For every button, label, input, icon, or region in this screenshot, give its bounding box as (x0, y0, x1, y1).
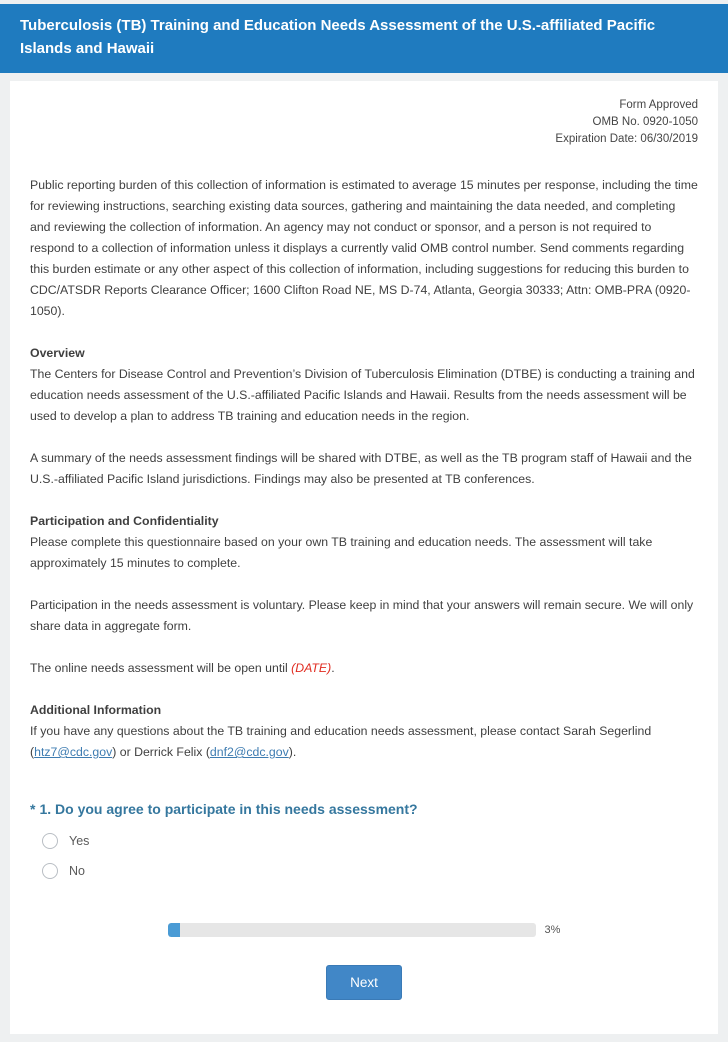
progress-fill (168, 923, 180, 937)
contact-text-mid: ) or Derrick Felix ( (112, 745, 210, 759)
option-label-no: No (69, 864, 85, 878)
additional-info-section (30, 700, 698, 763)
open-until-paragraph (30, 658, 698, 679)
email-link-htz7[interactable]: htz7@cdc.gov (34, 745, 113, 759)
participation-section (30, 511, 698, 574)
form-approved-line2: OMB No. 0920-1050 (592, 116, 698, 128)
next-button[interactable]: Next (326, 965, 402, 1000)
contact-paragraph (30, 721, 698, 763)
radio-option-no[interactable] (42, 863, 698, 879)
navigation-area (30, 965, 698, 1000)
burden-paragraph: Public reporting burden of this collection of information is estimated to average 15 minutes per response, including the time for reviewing instructions, searching existing data sources, gathering and maintaining the data needed, and completing and reviewing the collection of information. An agency may not conduct or sponsor, and a person is not required to respond to a collection of information unless it displays a currently valid OMB control number. Send comments regarding this burden estimate or any other aspect of this collection of information, including suggestions for reducing this burden to CDC/ATSDR Reports Clearance Officer; 1600 Clifton Road NE, MS D-74, Atlanta, Georgia 30333; Attn: OMB-PRA (0920-1050). (30, 178, 698, 318)
option-label-yes: Yes (69, 834, 90, 848)
open-until-text: The online needs assessment will be open until (30, 661, 292, 675)
additional-info-heading: Additional Information (30, 703, 162, 717)
overview-heading: Overview (30, 346, 85, 360)
progress-bar (168, 923, 536, 937)
participation-paragraph-2: Participation in the needs assessment is voluntary. Please keep in mind that your answers will remain secure. We will only share data in aggregate form. (30, 598, 694, 633)
participation-heading: Participation and Confidentiality (30, 514, 219, 528)
question-title: 1. Do you agree to participate in this needs assessment? (39, 801, 418, 817)
open-date-placeholder: (DATE) (291, 661, 332, 675)
form-approved-block (30, 97, 698, 148)
contact-text-suffix: ). (288, 745, 297, 759)
participation-paragraph-1: Please complete this questionnaire based on your own TB training and education needs. The assessment will take approximately 15 minutes to complete. (30, 535, 653, 570)
radio-button-icon[interactable] (42, 833, 58, 849)
progress-row (30, 923, 698, 937)
overview-paragraph-2: A summary of the needs assessment findings will be shared with DTBE, as well as the TB program staff of Hawaii and the U.S.-affiliated Pacific Island jurisdictions. Findings may also be presented at TB conferences. (30, 451, 692, 486)
overview-paragraph-1: The Centers for Disease Control and Prevention’s Division of Tuberculosis Elimination (DTBE) is conducting a training and education needs assessment of the U.S.-affiliated Pacific Islands and Hawaii. Results from the needs assessment will be used to develop a plan to address TB training and education needs in the region. (30, 367, 695, 423)
progress-percent: 3% (544, 924, 561, 936)
required-asterisk: * (30, 801, 36, 817)
email-link-dnf2[interactable]: dnf2@cdc.gov (209, 745, 289, 759)
question-1 (30, 799, 698, 819)
page-header (0, 4, 728, 73)
radio-button-icon[interactable] (42, 863, 58, 879)
survey-card (10, 81, 718, 1034)
form-approved-line3: Expiration Date: 06/30/2019 (555, 133, 698, 145)
contact-text-prefix: If you have any questions about the TB training and education needs assessment, please contact Sarah Segerlind ( (30, 724, 652, 759)
page-title: Tuberculosis (TB) Training and Education Needs Assessment of the U.S.-affiliated Pacific Islands and Hawaii (20, 17, 656, 57)
form-approved-line1: Form Approved (619, 99, 698, 111)
open-until-suffix: . (331, 661, 335, 675)
overview-section (30, 343, 698, 427)
answer-options (30, 833, 698, 879)
radio-option-yes[interactable] (42, 833, 698, 849)
